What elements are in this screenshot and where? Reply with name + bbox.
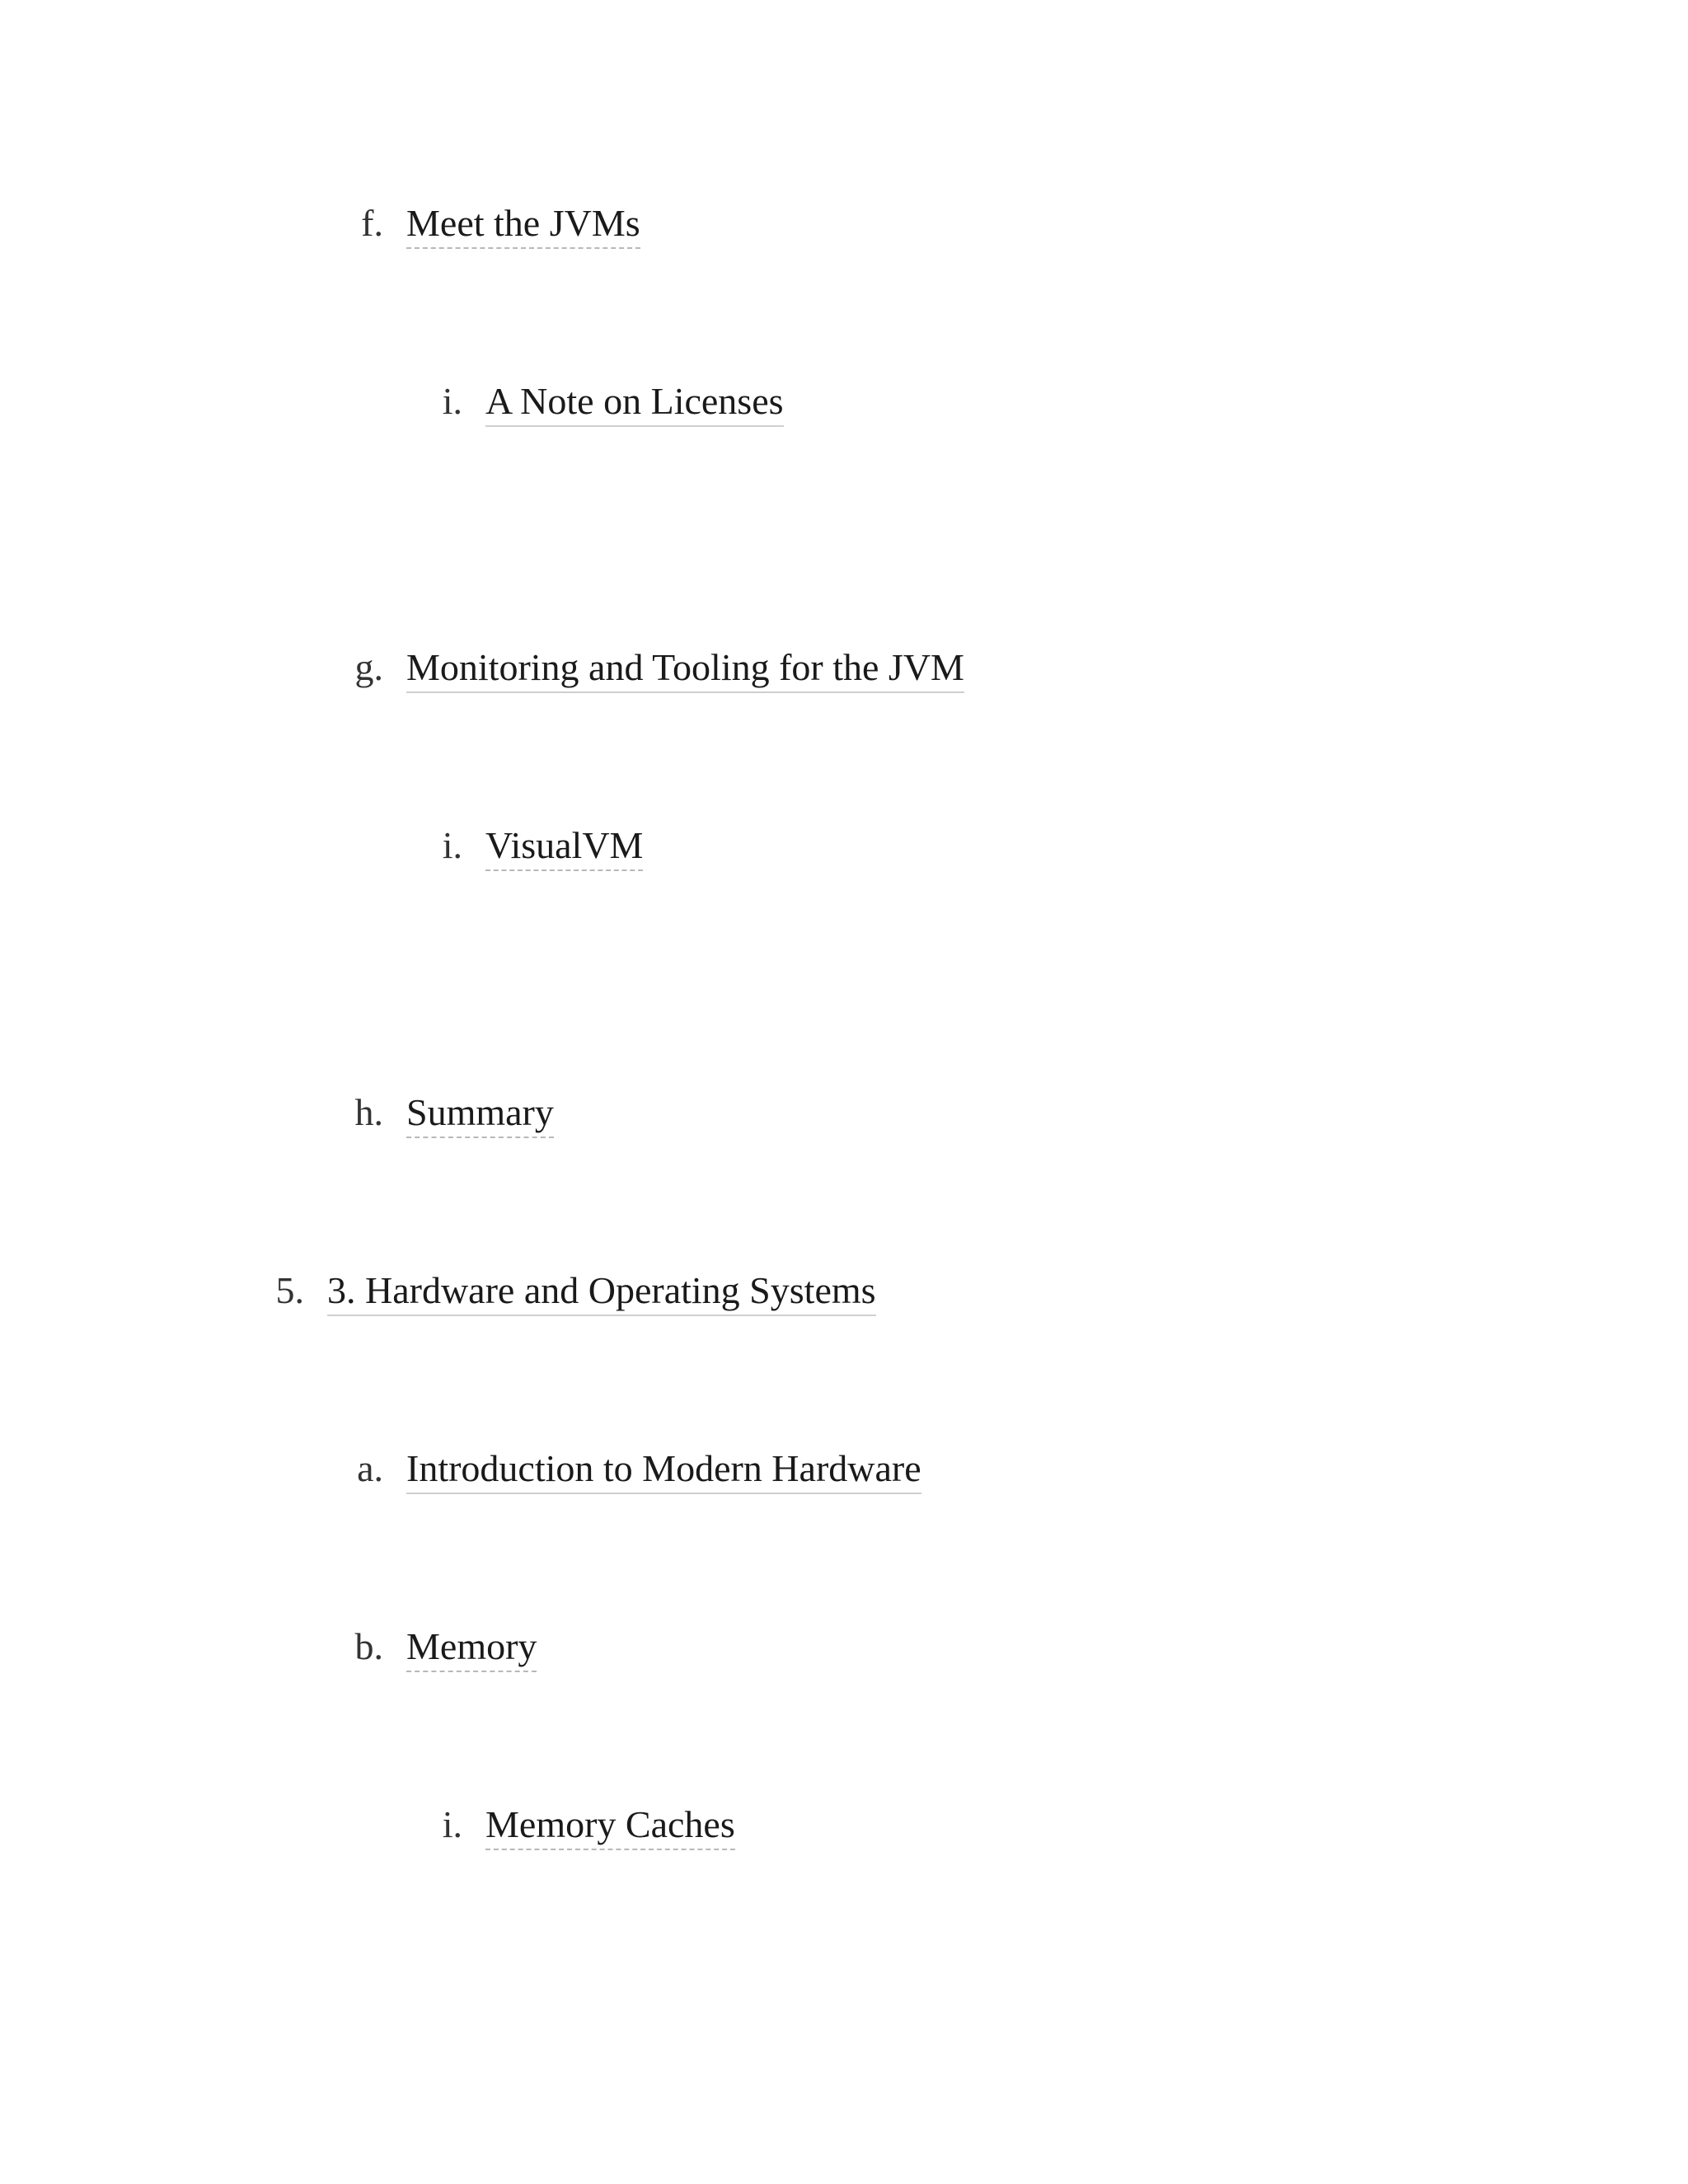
toc-marker: i. [442,1803,462,1845]
toc-entry-a-note-on-licenses [442,380,784,422]
toc-entry-visualvm [442,824,644,866]
toc-entry-summary [354,1091,554,1133]
toc-marker: a. [357,1447,383,1489]
toc-marker: f. [361,202,383,244]
toc-link-visualvm[interactable]: VisualVM [485,824,643,871]
toc-entry-introduction-to-modern-hardware [357,1447,921,1489]
toc-entry-memory [354,1625,537,1667]
toc-link-summary[interactable]: Summary [406,1091,554,1138]
toc-entry-meet-the-jvms [361,202,640,244]
toc-marker: g. [354,646,383,688]
toc-link-hardware-and-operating-systems[interactable]: 3. Hardware and Operating Systems [327,1269,876,1316]
toc-marker: i. [442,380,462,422]
toc-link-memory[interactable]: Memory [406,1625,537,1672]
toc-entry-memory-caches [442,1803,735,1845]
toc-link-memory-caches[interactable]: Memory Caches [485,1803,735,1850]
toc-link-monitoring-and-tooling[interactable]: Monitoring and Tooling for the JVM [406,646,964,693]
toc-marker: b. [354,1625,383,1667]
toc-link-a-note-on-licenses[interactable]: A Note on Licenses [485,380,784,427]
toc-link-meet-the-jvms[interactable]: Meet the JVMs [406,202,640,249]
toc-marker: 5. [275,1269,304,1311]
toc-link-introduction-to-modern-hardware[interactable]: Introduction to Modern Hardware [406,1447,921,1494]
toc-marker: i. [442,824,462,866]
toc-entry-monitoring-and-tooling [354,646,964,688]
toc-entry-hardware-and-operating-systems [275,1269,876,1311]
toc-marker: h. [354,1091,383,1133]
